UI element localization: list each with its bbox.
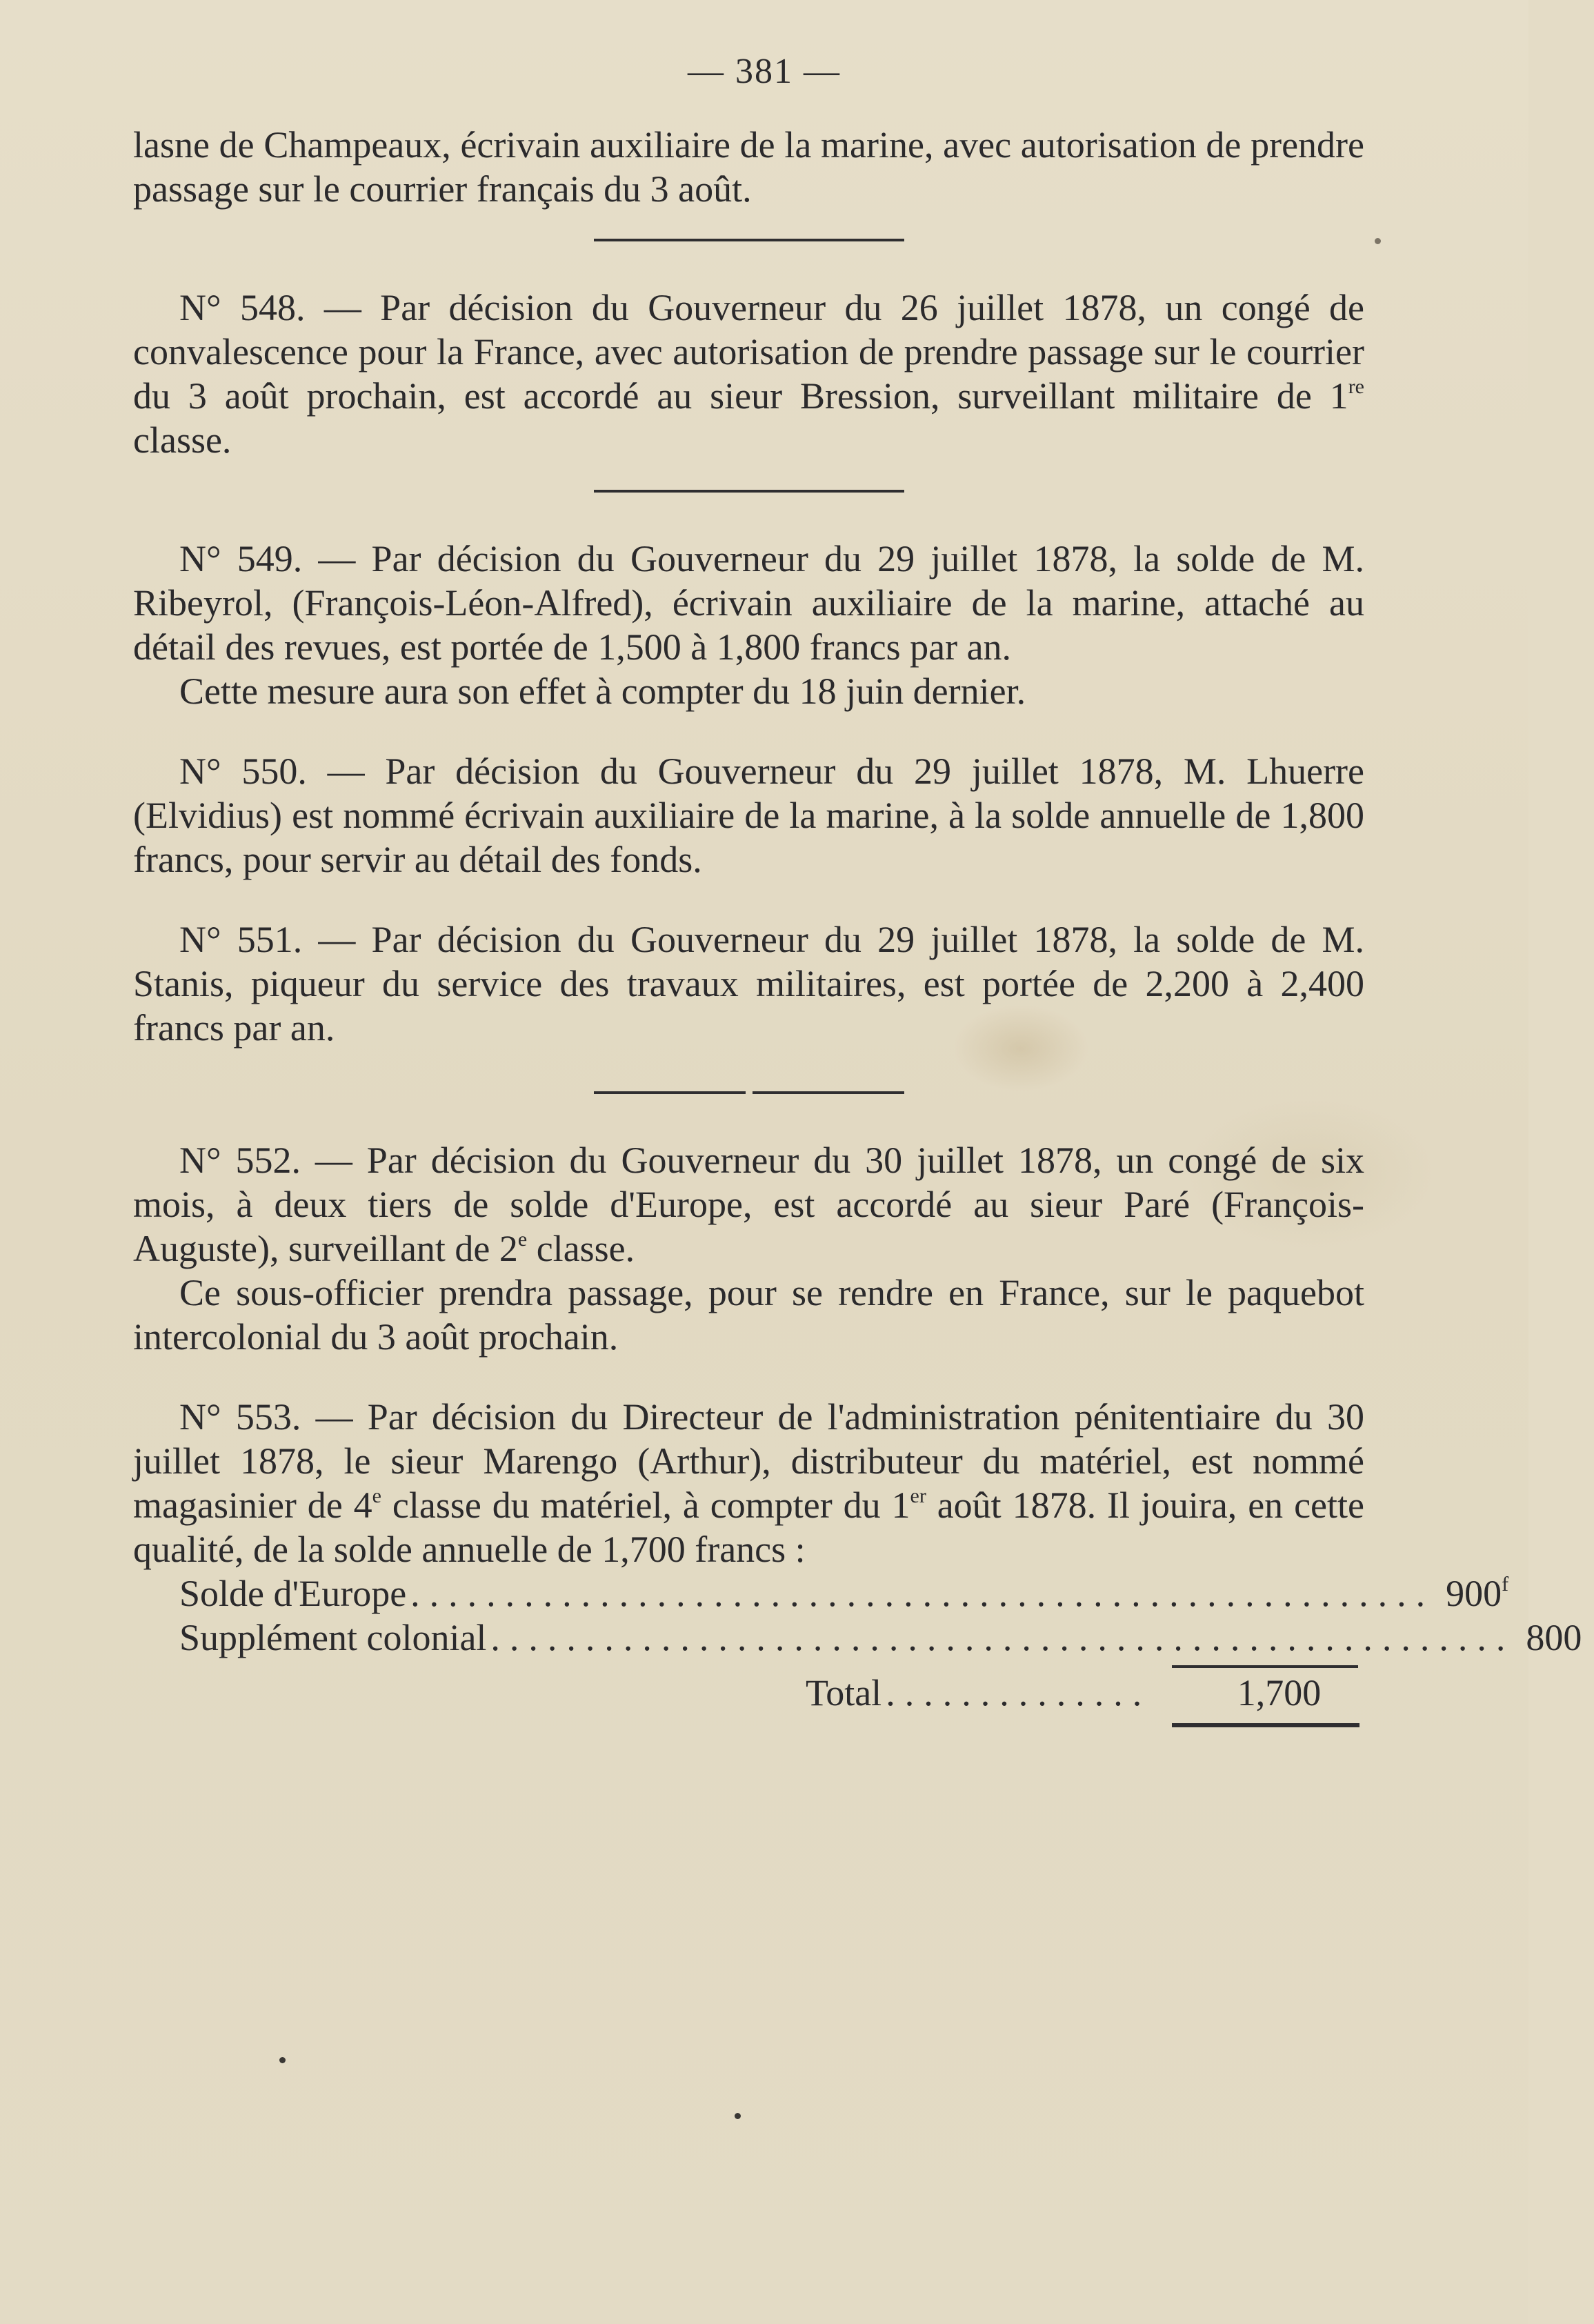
decree-number: N° 549. — [179, 538, 303, 579]
ledger-total-row — [133, 1671, 1364, 1715]
total-label: Total — [806, 1672, 882, 1714]
total-underline — [1172, 1723, 1359, 1727]
ordinal-suffix: e — [517, 1228, 528, 1251]
decree-551 — [133, 917, 1364, 1050]
decree-body-end: classe. — [527, 1228, 635, 1269]
intro-paragraph: lasne de Champeaux, écrivain auxiliaire de la marine, avec autorisation de prendre passage sur le courrier français du 3 août. — [133, 124, 1364, 210]
decree-553 — [133, 1395, 1364, 1571]
decree-549-note: Cette mesure aura son effet à compter du 18 juin dernier. — [179, 671, 1026, 712]
decree-body: classe du matériel, à compter du 1 — [381, 1484, 910, 1526]
ledger-label: Solde d'Europe — [179, 1573, 407, 1614]
page-number: — 381 — — [688, 52, 841, 91]
leader-dots: .............. — [886, 1672, 1152, 1714]
ordinal-suffix: er — [910, 1484, 926, 1507]
ordinal-suffix: e — [372, 1484, 381, 1507]
decree-number: N° 551. — [179, 919, 303, 960]
ledger-amount: 900$^f$ — [1446, 1573, 1509, 1614]
page-content — [133, 123, 1582, 1727]
ledger-amount: 800 — [1526, 1617, 1582, 1658]
decree-body: — Par décision du Directeur de l'administration pénitentiaire du 30 juillet 1878, le sieur Marengo (Arthur), distributeur du matériel, est nommé magasinier de 4 — [133, 1396, 1364, 1526]
decree-body: — Par décision du Gouverneur du 30 juillet 1878, un congé de six mois, à deux tiers de solde d'Europe, est accordé au sieur Paré (François-Auguste), surveillant de 2 — [133, 1140, 1364, 1269]
decree-550 — [133, 749, 1364, 882]
decree-548 — [133, 286, 1364, 462]
ledger-row — [133, 1571, 1509, 1616]
total-amount: 1,700 — [1237, 1672, 1322, 1714]
salary-ledger — [133, 1571, 1582, 1727]
decree-number: N° 550. — [179, 751, 307, 792]
decree-body: — Par décision du Gouverneur du 26 juillet 1878, un congé de convalescence pour la France, avec autorisation de prendre passage sur le courrier du 3 août prochain, est accordé au sieur Bression, surveillant militaire de 1 — [133, 287, 1364, 417]
ordinal-suffix: re — [1348, 375, 1364, 398]
sum-rule — [1172, 1665, 1358, 1668]
decree-body: août 1878. Il jouira, en cette qualité, de la solde annuelle de 1,700 francs : — [133, 1484, 1364, 1570]
leader-dots: ...................................................... — [410, 1573, 1435, 1614]
decree-549 — [133, 537, 1364, 669]
decree-body: — Par décision du Gouverneur du 29 juillet 1878, la solde de M. Ribeyrol, (François-Léon-Alfred), écrivain auxiliaire de la marine, attaché au détail des revues, est portée de 1,500 à 1,800 francs par an. — [133, 538, 1364, 668]
decree-552 — [133, 1138, 1364, 1271]
ledger-label: Supplément colonial — [179, 1617, 487, 1658]
ink-speck — [279, 2057, 286, 2063]
decree-body-end: classe. — [133, 419, 232, 461]
ink-speck — [735, 2113, 741, 2119]
decree-552-note: Ce sous-officier prendra passage, pour se rendre en France, sur le paquebot intercolonial du 3 août prochain. — [133, 1272, 1364, 1358]
decree-body: — Par décision du Gouverneur du 29 juillet 1878, M. Lhuerre (Elvidius) est nommé écrivain auxiliaire de la marine, à la solde annuelle de 1,800 francs, pour servir au détail des fonds. — [133, 751, 1364, 880]
decree-number: N° 552. — [179, 1140, 301, 1181]
decree-body: — Par décision du Gouverneur du 29 juillet 1878, la solde de M. Stanis, piqueur du service des travaux militaires, est portée de 2,200 à 2,400 francs par an. — [133, 919, 1364, 1049]
ledger-row — [133, 1616, 1582, 1660]
ink-speck — [1375, 238, 1381, 244]
decree-number: N° 548. — [179, 287, 306, 328]
leader-dots: ...................................................... — [490, 1617, 1515, 1658]
decree-number: N° 553. — [179, 1396, 301, 1438]
